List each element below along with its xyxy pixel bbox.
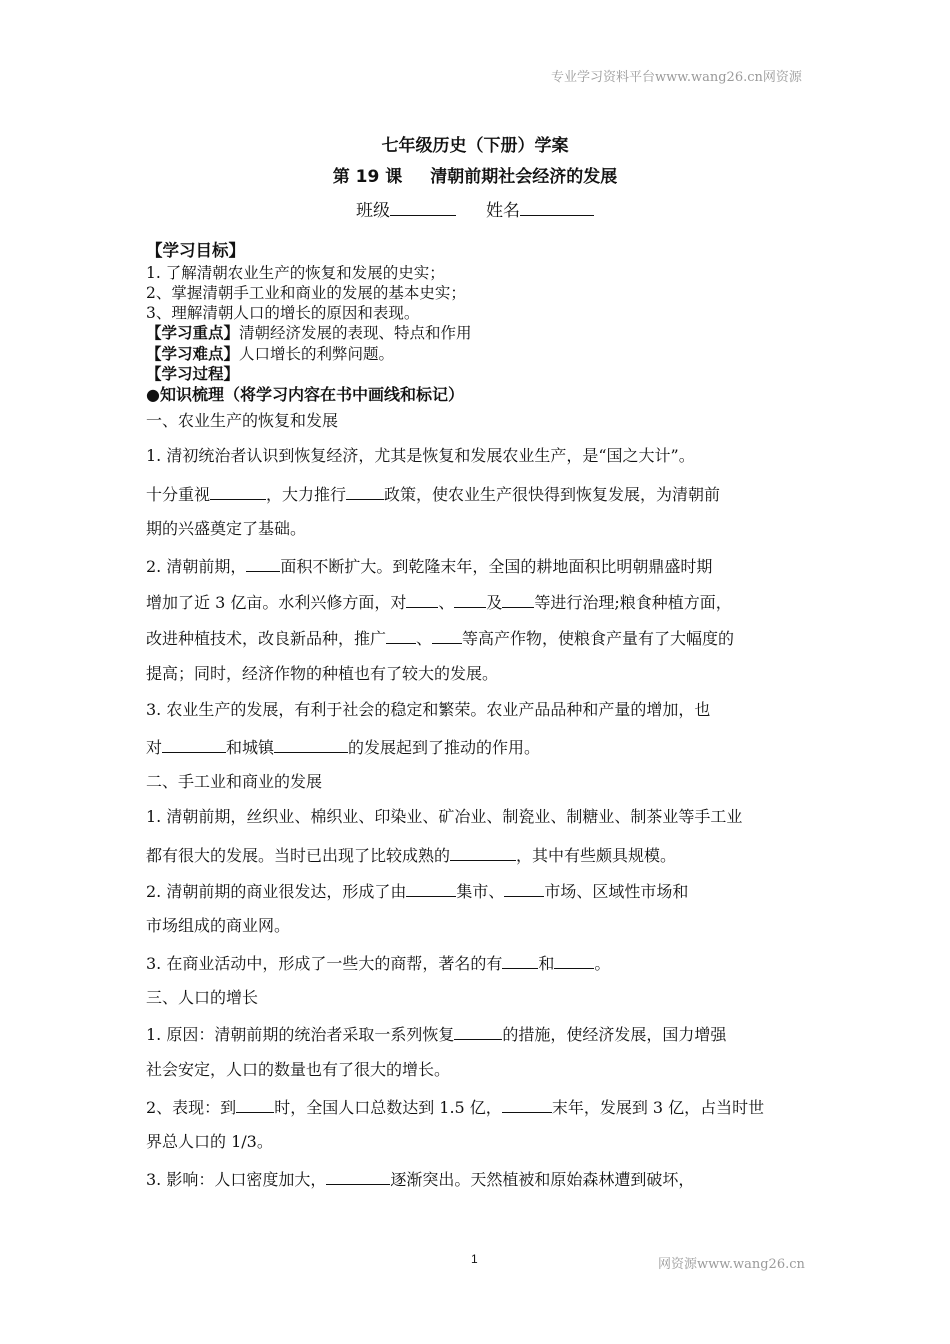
difficulty [146,344,394,364]
name-label: 姓名 [486,201,520,221]
paragraph: 增加了近 3 亿亩。水利兴修方面，对 、 及 等进行治理;粮食种植方面， [146,590,732,614]
section1-heading: 一、农业生产的恢复和发展 [146,411,339,430]
difficulty-text: 人口增长的利弊问题。 [239,345,395,363]
paragraph: 十分重视 ，大力推行 政策，使农业生产很快得到恢复发展，为清朝前 [146,482,720,506]
blank[interactable] [502,1095,552,1113]
blank[interactable] [454,1022,502,1040]
paragraph: 都有很大的发展。当时已出现了比较成熟的 ，其中有些颇具规模。 [146,843,676,867]
document-title: 七年级历史（下册）学案 [381,136,569,156]
objective-item: 2、掌握清朝手工业和商业的发展的基本史实； [146,284,466,302]
section3-heading: 三、人口的增长 [146,988,259,1007]
objective-item: 3、理解清朝人口的增长的原因和表现。 [146,304,420,322]
blank[interactable] [346,482,384,500]
blank[interactable] [236,1095,274,1113]
blank[interactable] [162,735,226,753]
paragraph: 3. 农业生产的发展，有利于社会的稳定和繁荣。农业产品品种和产量的增加，也 [146,700,711,719]
paragraph: 3. 在商业活动中，形成了一些大的商帮，著名的有 和 。 [146,951,610,975]
paragraph: 对 和城镇 的发展起到了推动的作用。 [146,735,540,759]
blank[interactable] [274,735,348,753]
page-number: 1 [471,1252,478,1266]
blank[interactable] [502,951,538,969]
difficulty-label: 【学习难点】 [146,345,240,363]
section2-heading: 二、手工业和商业的发展 [146,772,323,791]
paragraph: 提高；同时，经济作物的种植也有了较大的发展。 [146,664,499,683]
process-heading: 【学习过程】 [146,365,240,383]
knowledge-heading: ●知识梳理（将学习内容在书中画线和标记） [146,385,464,404]
paragraph: 市场组成的商业网。 [146,916,291,935]
class-blank[interactable] [390,198,456,216]
paragraph: 2、表现：到 时，全国人口总数达到 1.5 亿， 末年，发展到 3 亿，占当时世 [146,1095,764,1119]
paragraph: 2. 清朝前期的商业很发达，形成了由 集市、 市场、区域性市场和 [146,879,688,903]
blank[interactable] [502,590,534,608]
name-blank[interactable] [520,198,594,216]
paragraph: 改进种植技术，改良新品种，推广 、 等高产作物，使粮食产量有了大幅度的 [146,626,734,650]
objectives-heading: 【学习目标】 [146,241,245,260]
paragraph: 社会安定，人口的数量也有了很大的增长。 [146,1060,451,1079]
paragraph: 1. 清朝前期，丝织业、棉织业、印染业、矿冶业、制瓷业、制糖业、制茶业等手工业 [146,807,743,826]
blank[interactable] [432,626,462,644]
lesson-name: 清朝前期社会经济的发展 [430,167,618,187]
blank[interactable] [386,626,416,644]
key-point-text: 清朝经济发展的表现、特点和作用 [239,324,472,342]
blank[interactable] [504,879,544,897]
blank[interactable] [406,879,456,897]
blank[interactable] [406,590,438,608]
paragraph: 3. 影响：人口密度加大， 逐渐突出。天然植被和原始森林遭到破坏， [146,1167,694,1191]
blank[interactable] [246,554,280,572]
key-point-label: 【学习重点】 [146,324,240,342]
objective-item: 1. 了解清朝农业生产的恢复和发展的史实； [146,264,445,282]
class-label: 班级 [356,201,390,221]
paragraph: 2. 清朝前期， 面积不断扩大。到乾隆末年，全国的耕地面积比明朝鼎盛时期 [146,554,712,578]
blank[interactable] [454,590,486,608]
paragraph: 界总人口的 1/3。 [146,1132,273,1151]
paragraph: 期的兴盛奠定了基础。 [146,519,307,538]
blank[interactable] [554,951,594,969]
class-name-line [0,196,950,221]
paragraph: 1. 清初统治者认识到恢复经济，尤其是恢复和发展农业生产，是“国之大计”。 [146,446,695,465]
watermark-top: 专业学习资料平台www.wang26.cn网资源 [551,70,802,85]
blank[interactable] [326,1167,390,1185]
paragraph: 1. 原因：清朝前期的统治者采取一系列恢复 的措施，使经济发展，国力增强 [146,1022,726,1046]
blank[interactable] [210,482,266,500]
watermark-bottom: 网资源www.wang26.cn [658,1257,805,1272]
lesson-number: 第 19 课 [332,167,403,187]
blank[interactable] [450,843,516,861]
key-point [146,323,472,343]
lesson-title [0,162,950,187]
